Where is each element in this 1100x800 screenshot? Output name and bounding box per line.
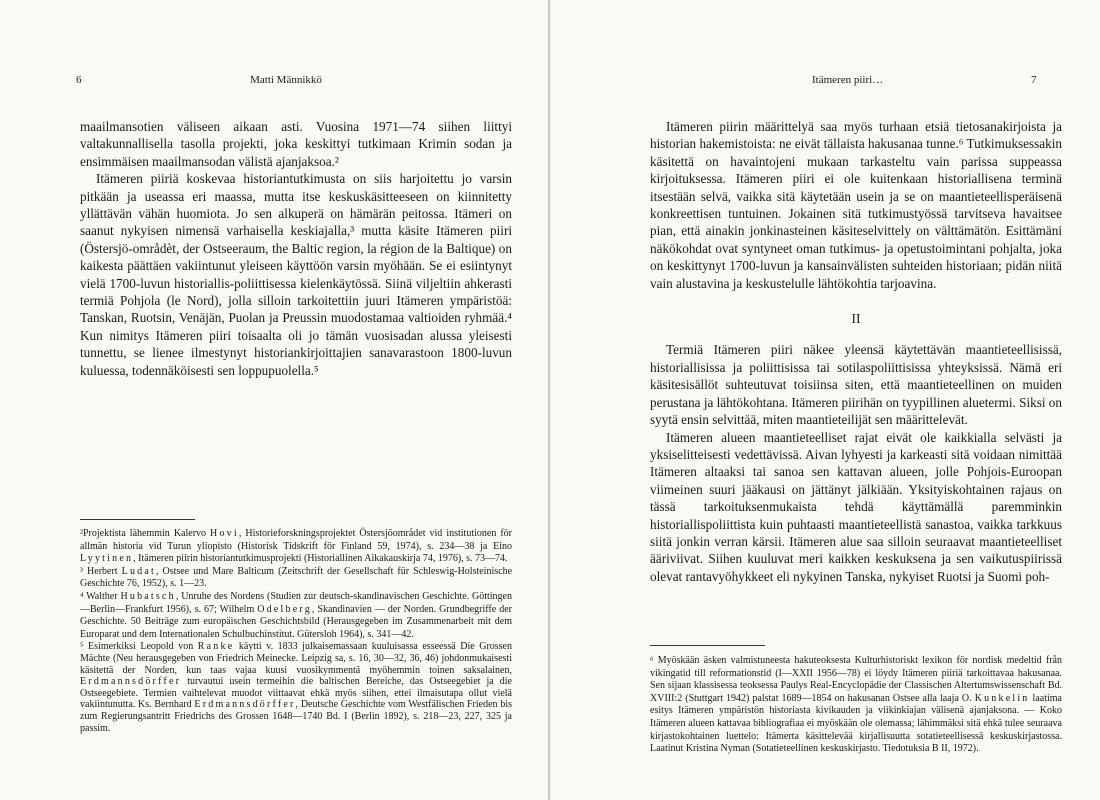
fn5-author-erdmannsdorffer-1: Erdmannsdörffer — [80, 676, 182, 688]
footnote-2 — [80, 528, 512, 566]
fn5-author-erdmannsdorffer-2: Erdmannsdörffer — [194, 699, 296, 711]
footnote-3 — [80, 566, 512, 591]
fn2-text-a: ²Projektista lähemmin Kalervo — [80, 528, 211, 539]
fn4-text-c: , Skandinavien — der Norden. Grundbegriffe der Geschichte. 50 Beiträge zum europäischen Geschichtsbild (Herausgegeben im Zusammenarbeit mit dem Europarat und dem Internationalen Schulbuchinstitut. Gütersloh 1964), s. 341—42. — [80, 603, 512, 640]
fn5-author-ranke: Ranke — [197, 641, 235, 653]
fn3-text-a: ³ Herbert — [80, 565, 122, 577]
section-heading: II — [851, 311, 861, 327]
fn2-author-hovi: Hovi — [210, 528, 239, 539]
left-footnote-rule — [80, 519, 195, 520]
right-running-head: Itämeren piiri… — [812, 74, 884, 86]
footnote-6 — [650, 655, 1062, 756]
fn2-author-lyytinen: Lyytinen — [80, 553, 134, 565]
fn6-text-b: laatima esitys Itämeren ympäristön historiasta kivikauden ja viikinkiajan välisenä ajanjaksona. — Koko Itämeren alueen kattavaa bibliografiaa ei myöskään ole olemassa; lähimmäksi sitä ehkä tulee seuraava kirjastokohtainen luettelo: Itämerta käsittelevää kirjallisuutta sotatieteellisessä keskuskirjastossa. Laatinut Kristina Nyman (Sotatieteellinen keskuskirjasto. Tiedotuksia B II, 1972). — [650, 692, 1062, 755]
left-page-number: 6 — [76, 74, 82, 86]
fn6-author-kunkel: Kunkelin — [974, 692, 1030, 704]
fn3-author-ludat: Ludat — [121, 565, 156, 577]
right-main-text — [650, 118, 1062, 585]
left-page — [0, 0, 548, 800]
footnote-4 — [80, 591, 512, 641]
left-running-head: Matti Männikkö — [250, 74, 322, 86]
fn4-text-b: , Unruhe des Nordens (Studien zur deutsch-skandinavischen Geschichte. Göttingen—Berlin—Frankfurt 1956), s. 67; Wilhelm — [80, 590, 513, 615]
fn2-text-c: , Itämeren piirin historiantutkimusprojekti (Historiallinen Aikakauskirja 74, 1976), s. 73—74. — [133, 553, 508, 565]
right-paragraph-3: Itämeren alueen maantieteelliset rajat eivät ole kaikkialla selvästi ja yksiselitteisesti vedettävissä. Aivan lyhyesti ja karkeasti sitä voidaan nimittää Itämeren altaaksi tai sanoa sen kattavan alueen, jolle Pohjois-Euroopan viimeinen suuri jääkausi on jättänyt jälkiään. Yksityiskohtainen rajaus on tässä tarkoituksenmukaista tehdä käyttämällä paremminkin historiallispoliittista kuin puhtaasti maantieteellistä sanastoa, vaikka tarkkuus siitä jonkin verran kärsii. Itämeren alue saa silloin seuraavat maantieteelliset ääriviivat. Siihen kuuluvat meri kaikken keskuksena ja sen vaikutuspiirissä olevat rantavyöhykkeet eli nykyinen Tanska, nykyiset Ruotsi ja Suomi poh- — [650, 429, 1062, 584]
right-page — [550, 0, 1100, 800]
fn5-text-c: turvautui usein termeihin die baltischen Bereiche, das Ostseegebiet ja die Ostseegebiete. Termien vaihtelevat muodot viittaavat ehkä myös siihen, ettei ilmaisutapa ollut vielä vakiintunutta. Ks. Bernhard — [80, 676, 512, 711]
right-footnotes — [650, 655, 1062, 756]
left-footnotes — [80, 528, 512, 734]
fn5-text-a: ⁵ Esimerkiksi Leopold von — [80, 641, 198, 653]
fn3-text-b: , Ostsee und Mare Balticum (Zeitschrift der Gesellschaft für Schleswig-Holsteinische Geschichte 76, 1952), s. 1—23. — [80, 565, 513, 590]
fn5-text-b: käytti v. 1833 julkaisemassaan kuuluisassa esseessä Die Grossen Mächte (Neu herausgegeben von Friedrich Meinecke. Leipzig sa, s. 16, 30—32, 36, 46) johdonmukaisesti käsitettä der Norden, kun taas vajaa kuusi vuosikymmentä myöhemmin toinen saksalainen, — [80, 641, 512, 676]
fn6-text-a: ⁶ Myöskään äsken valmistuneesta hakuteoksesta Kulturhistoriskt lexikon för nordisk medeltid från vikingatid till reformationstid (I—XXII 1956—78) ei löydy Itämeren piiriä tarkoittavaa hakusanaa. Sen sijaan klassisessa teoksessa Paulys Real-Encyclopädie der Classischen Altertumswissenschaft Bd. XVIII:2 (Stuttgart 1942) palstat 1689—1854 on hakusanan Ostsee alla laaja O. — [650, 655, 1062, 704]
left-paragraph-1: maailmansotien väliseen aikaan asti. Vuosina 1971—74 siihen liittyi valtakunnallisella tasolla projekti, joka keskittyi tutkimaan Krimin sodan ja ensimmäisen maailmansodan välistä ajanjaksoa.² — [80, 119, 512, 169]
left-main-text — [80, 118, 512, 379]
right-paragraph-1: Itämeren piirin määrittelyä saa myös turhaan etsiä tietosanakirjoista ja historian hakemistoista: ne eivät tällaista hakusanaa tunne.⁶ Tutkimuksessakin käsitettä on havaintojeni mukaan tarkasteltu vain parissa suppeassa kirjoituksessa. Itämeren piiri ei ole kuitenkaan historiallisena terminä itsestään selvä, vaikka sitä käytetään usein ja se on maantieteellisperäisenä konkreettisen tuntuinen. Jokainen sitä tutkimustyössä tarvitseva havaitsee pian, että ainakin jonkinasteinen käsiteselvittely on välttämätön. Esittämäni näkökohdat ovat syntyneet oman tutkimus- ja opetustoimintani pohjalta, joka on keskittynyt 1700-luvun ja kansainvälisten suhteiden historiaan; pidän niitä vain alustavina ja keskustelulle lähtökohtia tarjoavina. — [650, 119, 1062, 291]
fn4-author-hubatsch: Hubatsch — [120, 590, 176, 602]
fn5-text-d: , Deutsche Geschichte vom Westfälischen Frieden bis zum Regierungsantritt Friedrichs des Grossen 1648—1740 Bd. I (Berlin 1892), s. 218—23, 227, 325 ja passim. — [80, 699, 512, 734]
fn4-author-odelberg: Odelberg — [257, 603, 312, 615]
left-paragraph-2: Itämeren piiriä koskevaa historiantutkimusta on siis harjoitettu jo varsin pitkään ja useassa eri maassa, mutta itse keskuskäsitteeseen on kiinnitetty yllättävän vähän huomiota. Jo sen alkuperä on hämärän peitossa. Itämeri on saanut nykyisen nimensä varhaisella keskiajalla,³ mutta käsite Itämeren piiri (Östersjö-områdèt, der Ostseeraum, the Baltic region, la région de la Baltique) on kaikesta päättäen vakiintunut yleiseen käyttöön varsin myöhään. Se ei esiintynyt vielä 1700-luvun historiallis-poliittisessa kielenkäytössä. Siinä viljeltiin ahkerasti termiä Pohjola (le Nord), jolla silloin tarkoitettiin juuri Itämeren ympäristöä: Tanskan, Ruotsin, Venäjän, Puolan ja Preussin muodostamaa valtioiden ryhmää.⁴ Kun nimitys Itämeren piiri toisaalta oli jo tämän vuosisadan alussa yleisesti tunnettu, se lienee ilmestynyt historiankirjoittajien sanavarastoon 1800-luvun kuluessa, todennäköisesti sen loppupuolella.⁵ — [80, 171, 512, 378]
footnote-5 — [80, 641, 512, 734]
fn4-text-a: ⁴ Walther — [80, 590, 121, 602]
right-footnote-rule — [650, 645, 765, 646]
right-paragraph-2: Termiä Itämeren piiri näkee yleensä käytettävän maantieteellisissä, historiallisissa ja poliittisissa tai sotilaspoliittisissa yhteyksissä. Nämä eri käsitesisällöt suhteutuvat toisiinsa siten, että maantieteellinen on muiden perustana ja lähtökohtana. Itämeren piirihän on tyypillinen aluetermi. Siksi on syytä ensin selvittää, miten maantieteilijät sen määrittelevät. — [650, 342, 1062, 428]
right-page-number: 7 — [1031, 74, 1037, 86]
fn2-text-b: , Historieforskningsprojektet Östersjöområdet vid institutionen för allmän historia vid Turun yliopisto (Historisk Tidskrift för Finland 59, 1974), s. 234—38 ja Eino — [80, 528, 512, 552]
